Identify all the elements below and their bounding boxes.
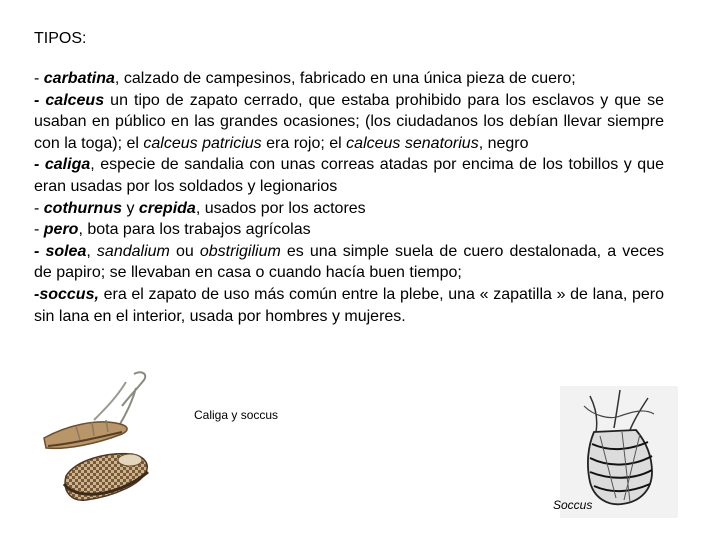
- item-connector: y: [122, 199, 139, 217]
- shoe-types-list: [34, 68, 664, 327]
- item-prefix: -: [34, 70, 44, 87]
- item-prefix: -: [34, 221, 44, 239]
- list-item-soccus: [34, 284, 664, 327]
- term-sandalium: sandalium: [96, 242, 170, 260]
- term-calceus-senatorius: calceus senatorius: [346, 134, 479, 152]
- image-caption-soccus: Soccus: [553, 498, 593, 512]
- term-calceus-patricius: calceus patricius: [143, 134, 262, 152]
- list-item-pero: [34, 219, 664, 241]
- item-description: , bota para los trabajos agrícolas: [78, 221, 311, 239]
- item-separator: ,: [86, 242, 97, 260]
- term-crepida: crepida: [138, 199, 196, 217]
- item-connector: ou: [169, 242, 200, 260]
- term-pero: pero: [43, 221, 79, 239]
- item-prefix: -: [34, 156, 45, 174]
- item-prefix: -: [34, 242, 46, 260]
- term-solea: solea: [45, 242, 87, 260]
- term-soccus: soccus,: [39, 285, 99, 303]
- item-description: era rojo; el: [261, 134, 347, 152]
- slide-title: TIPOS:: [34, 30, 87, 47]
- term-cothurnus: cothurnus: [43, 199, 122, 217]
- item-description: un tipo de zapato cerrado, que estaba prohibido para los esclavos y que se usaban en público en las grandes ocasiones; (los ciudadanos los debían llevar siempre con la toga); el: [34, 91, 664, 152]
- item-description: , negro: [478, 134, 529, 152]
- item-description: era el zapato de uso más común entre la plebe, una « zapatilla » de lana, pero sin lana en el interior, usada por hombres y mujeres.: [34, 285, 664, 325]
- item-description: , calzado de campesinos, fabricado en una única pieza de cuero;: [114, 70, 576, 87]
- item-description: es una simple suela de cuero destalonada, a veces de papiro; se llevaban en casa o cuando hacía buen tiempo;: [34, 242, 665, 282]
- term-caliga: caliga: [44, 156, 91, 174]
- item-prefix: -: [34, 91, 46, 109]
- list-item-carbatina: [34, 68, 664, 90]
- item-description: , especie de sandalia con unas correas atadas por encima de los tobillos y que eran usadas por los soldados y legionarios: [34, 156, 665, 195]
- item-description: , usados por los actores: [195, 199, 366, 217]
- item-prefix: -: [34, 199, 44, 217]
- list-item-solea: [34, 241, 664, 284]
- list-item-caliga: [34, 154, 664, 197]
- term-carbatina: carbatina: [43, 70, 115, 87]
- term-obstrigilium: obstrigilium: [199, 242, 281, 260]
- term-calceus: calceus: [45, 91, 105, 109]
- image-caption-caliga-soccus: Caliga y soccus: [194, 408, 279, 422]
- item-prefix: -: [34, 285, 40, 303]
- sandals-image: [36, 368, 164, 518]
- list-item-calceus: [34, 90, 664, 155]
- list-item-cothurnus: [34, 198, 664, 220]
